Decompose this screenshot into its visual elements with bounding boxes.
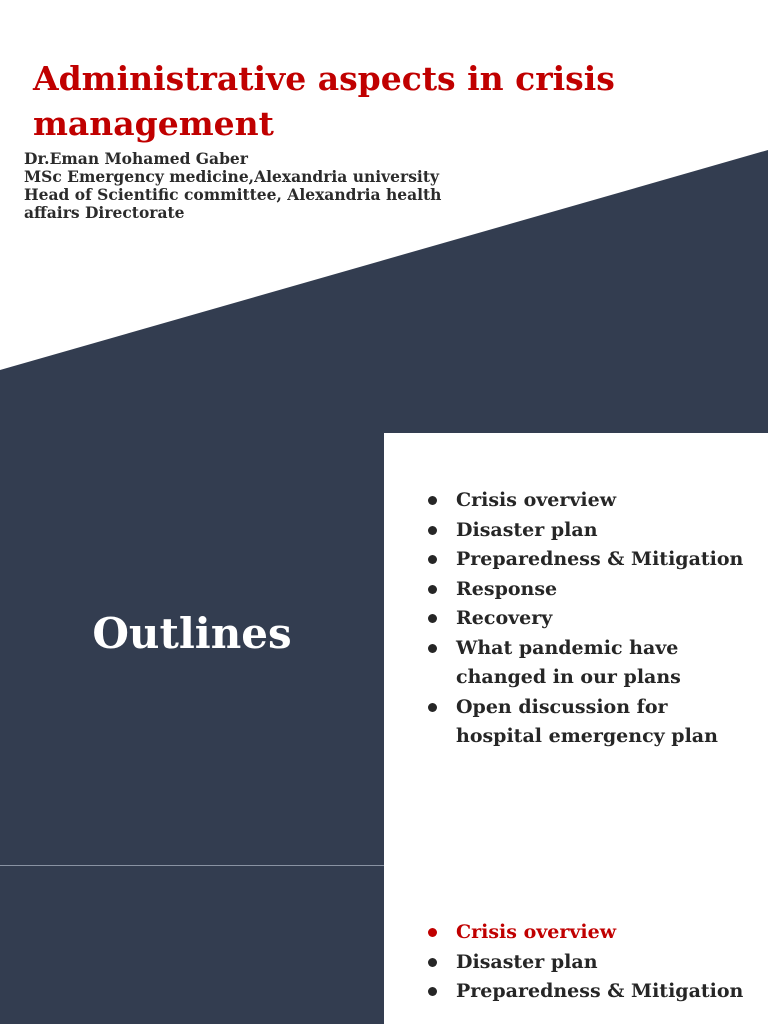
outline-list — [428, 486, 758, 752]
list-item — [428, 634, 758, 693]
bullet-icon — [428, 496, 437, 505]
bullet-icon — [428, 987, 437, 996]
title-slide — [0, 0, 768, 433]
outline-heading: Outlines — [92, 609, 292, 658]
list-item-label: Crisis overview — [456, 489, 617, 511]
list-item — [428, 977, 758, 1007]
section-list — [428, 918, 758, 1007]
bullet-icon — [428, 928, 437, 937]
list-item-label: Disaster plan — [456, 950, 598, 973]
list-item-label: Disaster plan — [456, 518, 598, 541]
list-item-label: Preparedness & Mitigation — [456, 980, 744, 1002]
list-item — [428, 545, 758, 575]
list-item — [428, 486, 758, 516]
list-item — [428, 948, 758, 978]
author-position: Head of Scientific committee, Alexandria health — [24, 185, 442, 204]
list-item — [428, 516, 758, 546]
list-item — [428, 575, 758, 605]
list-item-label: What pandemic have changed in our plans — [456, 636, 681, 688]
bullet-icon — [428, 644, 437, 653]
list-item-active — [428, 918, 758, 948]
section-panel — [384, 866, 768, 1024]
bullet-icon — [428, 526, 437, 535]
outline-slide — [0, 433, 768, 865]
section-slide — [0, 866, 768, 1024]
bullet-icon — [428, 614, 437, 623]
list-item-label: Preparedness & Mitigation — [456, 548, 744, 570]
list-item-label: Crisis overview — [456, 921, 617, 943]
list-item-label: Response — [456, 577, 558, 600]
author-name: Dr.Eman Mohamed Gaber — [24, 149, 248, 168]
list-item — [428, 604, 758, 634]
slide-title: Administrative aspects in crisis management — [33, 59, 615, 143]
list-item-label: Open discussion for hospital emergency plan — [456, 695, 718, 747]
author-degree: MSc Emergency medicine,Alexandria university — [24, 167, 439, 186]
list-item — [428, 693, 758, 752]
outline-panel — [384, 433, 768, 865]
bullet-icon — [428, 958, 437, 967]
bullet-icon — [428, 585, 437, 594]
author-position-cont: affairs Directorate — [24, 203, 185, 222]
bullet-icon — [428, 555, 437, 564]
list-item-label: Recovery — [456, 607, 553, 629]
bullet-icon — [428, 703, 437, 712]
author-info — [24, 150, 504, 222]
